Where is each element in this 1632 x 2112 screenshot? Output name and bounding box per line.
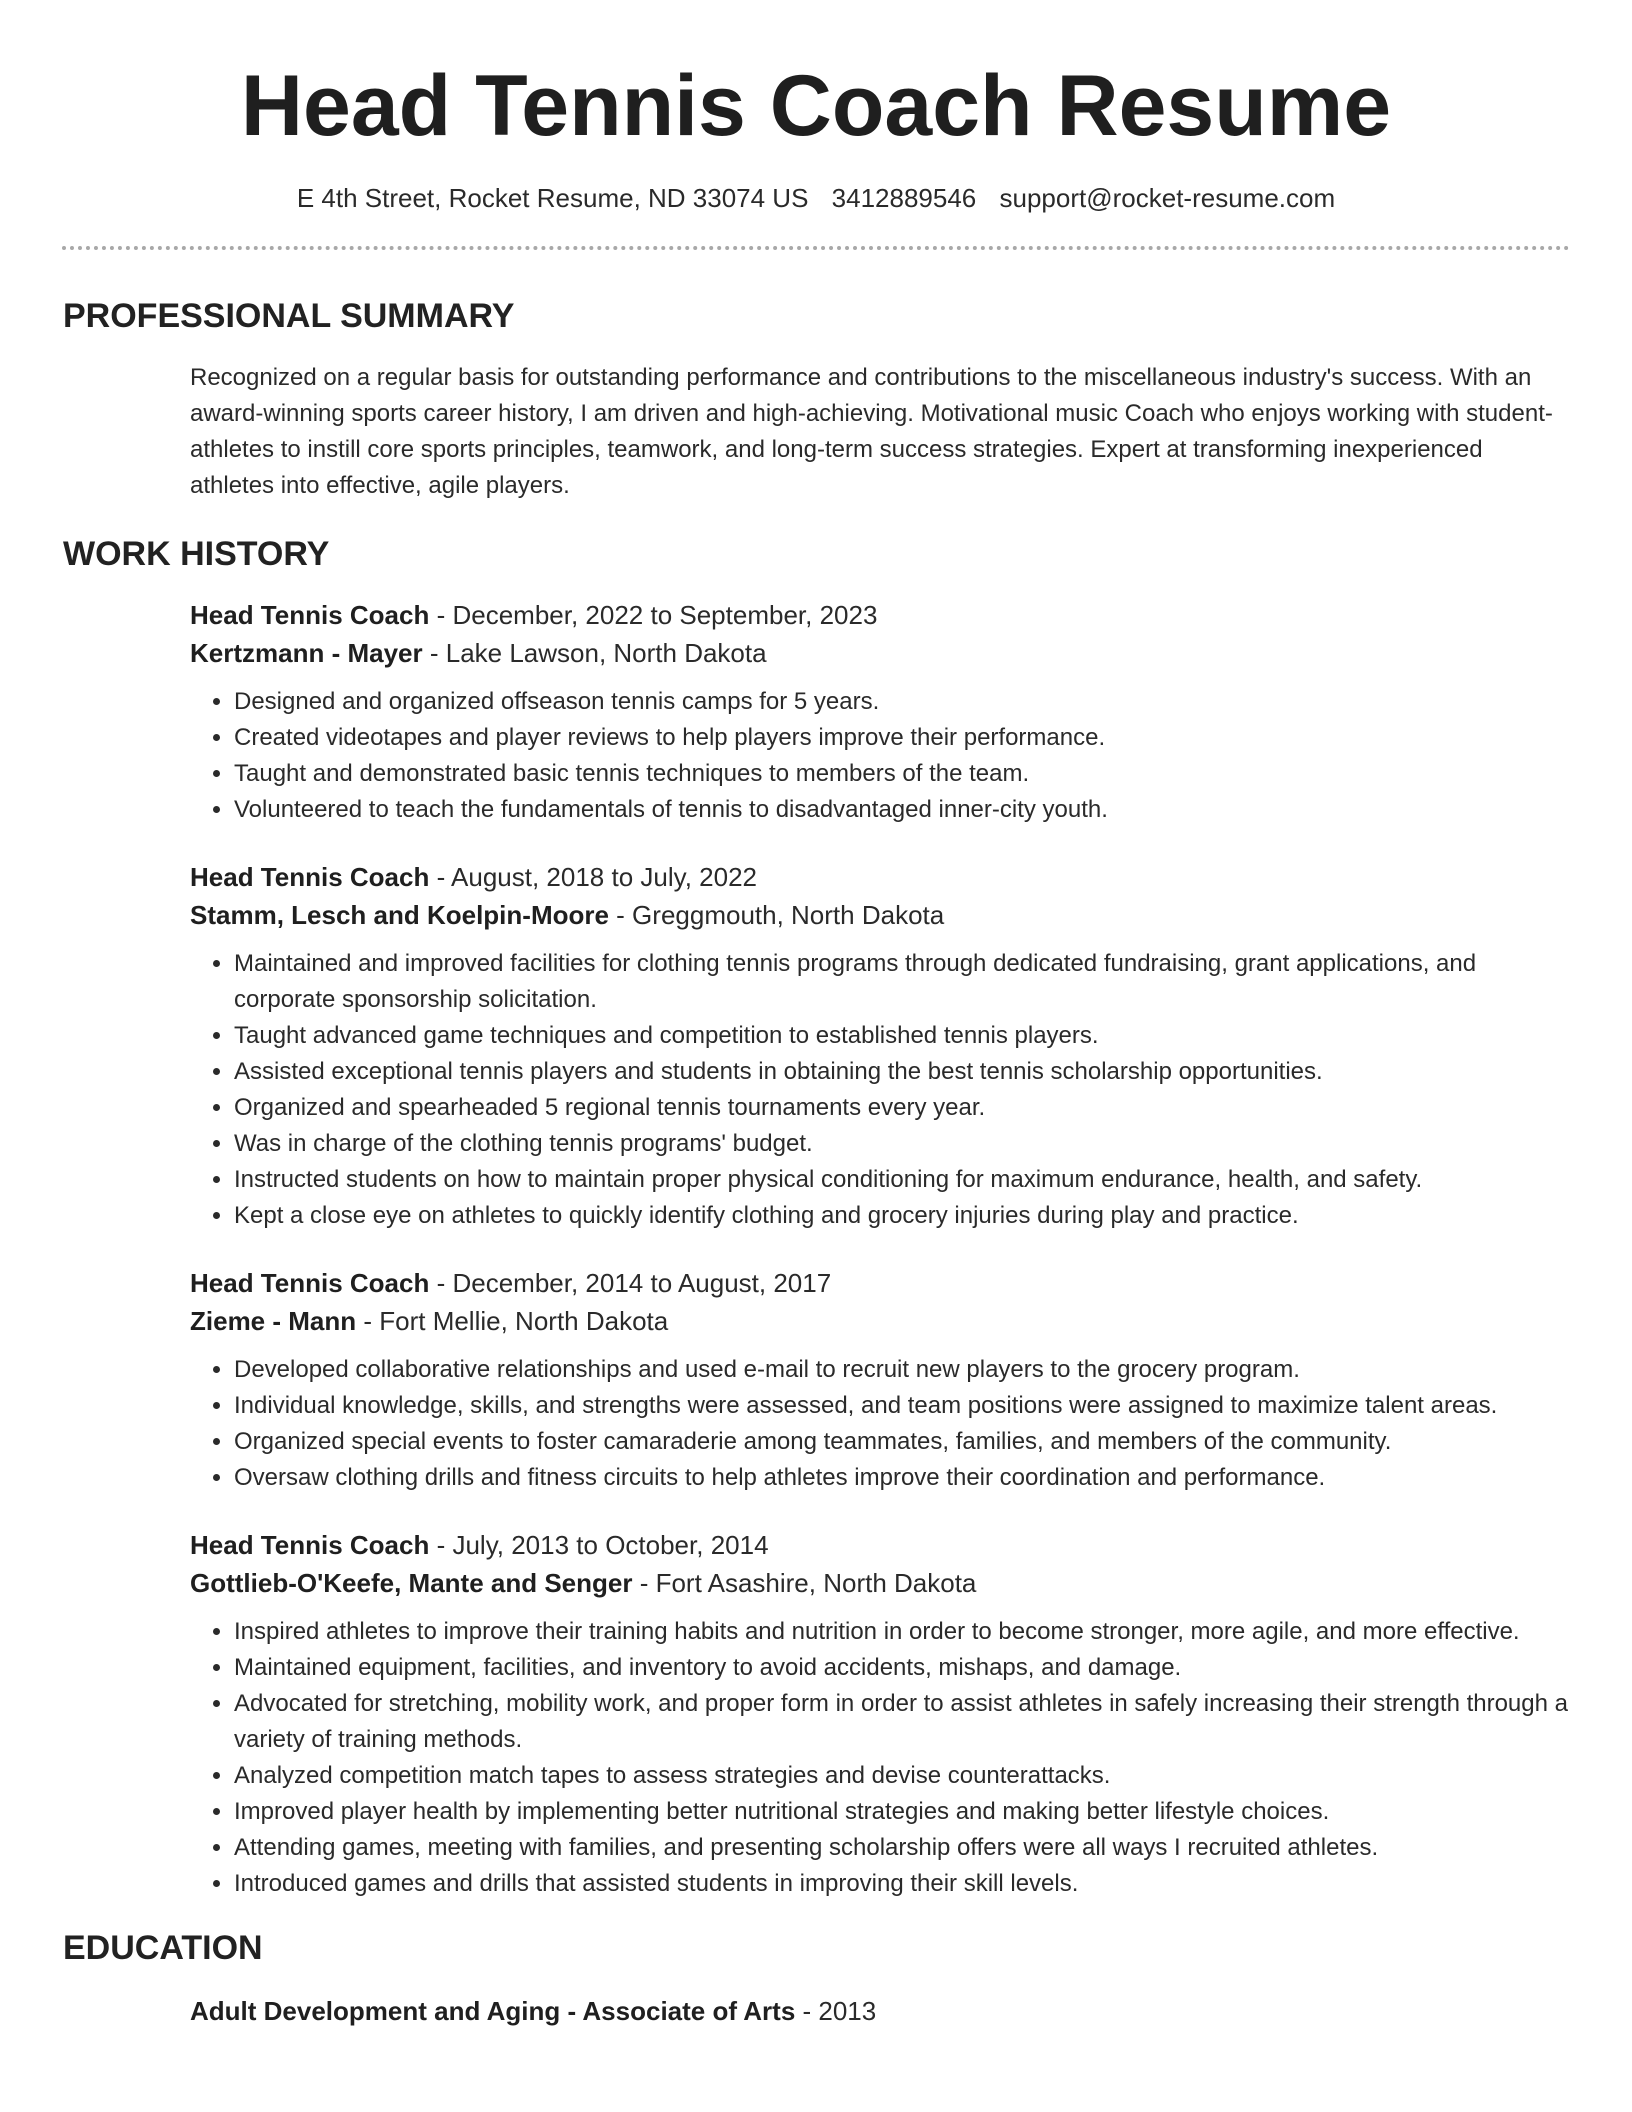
job-dates: - August, 2018 to July, 2022 [429,862,757,892]
contact-phone: 3412889546 [831,183,977,213]
job-bullet: • Individual knowledge, skills, and strengths were assessed, and team positions were assigned to maximize talent areas. [234,1388,1570,1424]
summary-section [63,294,1570,504]
contact-email: support@rocket-resume.com [999,183,1336,213]
job-bullet: • Taught advanced game techniques and competition to established tennis players. [234,1018,1570,1054]
job-company-line [190,1564,1570,1602]
job-title-line [190,858,1570,896]
job-bullet: • Attending games, meeting with families, and presenting scholarship offers were all ways I recruited athletes. [234,1830,1570,1866]
job-bullet: • Was in charge of the clothing tennis programs' budget. [234,1126,1570,1162]
job-entry [190,1264,1570,1496]
page-title: Head Tennis Coach Resume [240,58,1392,154]
job-bullets [234,684,1570,828]
job-company: Zieme - Mann [190,1306,357,1336]
work-section [63,532,1570,1902]
job-bullet: • Introduced games and drills that assisted students in improving their skill levels. [234,1866,1570,1902]
job-location: - Greggmouth, North Dakota [608,900,945,930]
work-body [190,596,1570,1902]
job-bullet: • Assisted exceptional tennis players and students in obtaining the best tennis scholarship opportunities. [234,1054,1570,1090]
job-location: - Lake Lawson, North Dakota [422,638,767,668]
job-title: Head Tennis Coach [190,862,430,892]
education-section [63,1926,1570,2030]
job-dates: - December, 2014 to August, 2017 [429,1268,832,1298]
job-bullets [234,1614,1570,1902]
job-bullet: • Instructed students on how to maintain proper physical conditioning for maximum endurance, health, and safety. [234,1162,1570,1198]
job-bullet: • Organized and spearheaded 5 regional tennis tournaments every year. [234,1090,1570,1126]
job-bullet: • Developed collaborative relationships and used e-mail to recruit new players to the grocery program. [234,1352,1570,1388]
summary-heading: PROFESSIONAL SUMMARY [63,297,515,335]
job-company-line [190,634,1570,672]
job-bullet: • Oversaw clothing drills and fitness circuits to help athletes improve their coordination and performance. [234,1460,1570,1496]
job-company-line [190,896,1570,934]
job-bullet: • Organized special events to foster camaraderie among teammates, families, and members of the community. [234,1424,1570,1460]
job-entry [190,1526,1570,1902]
job-company: Kertzmann - Mayer [190,638,423,668]
job-bullet: • Inspired athletes to improve their training habits and nutrition in order to become stronger, more agile, and more effective. [234,1614,1570,1650]
education-heading: EDUCATION [63,1929,263,1967]
job-dates: - December, 2022 to September, 2023 [429,600,878,630]
education-year: - 2013 [795,1996,877,2026]
header-divider [62,246,1570,250]
job-bullet: • Volunteered to teach the fundamentals of tennis to disadvantaged inner-city youth. [234,792,1570,828]
job-entry [190,596,1570,828]
job-company-line [190,1302,1570,1340]
job-bullet: • Advocated for stretching, mobility work, and proper form in order to assist athletes in safely increasing their strength through a variety of training methods. [234,1686,1570,1758]
job-bullets [234,946,1570,1234]
job-location: - Fort Mellie, North Dakota [356,1306,669,1336]
job-title-line [190,596,1570,634]
contact-line [0,178,1632,218]
job-bullet: • Designed and organized offseason tennis camps for 5 years. [234,684,1570,720]
job-bullet: • Maintained and improved facilities for clothing tennis programs through dedicated fundraising, grant applications, and corporate sponsorship solicitation. [234,946,1570,1018]
education-body [190,1992,1570,2030]
job-dates: - July, 2013 to October, 2014 [429,1530,769,1560]
job-bullet: • Maintained equipment, facilities, and inventory to avoid accidents, mishaps, and damage. [234,1650,1570,1686]
work-heading: WORK HISTORY [63,535,330,573]
job-bullet: • Taught and demonstrated basic tennis techniques to members of the team. [234,756,1570,792]
job-bullet: • Analyzed competition match tapes to assess strategies and devise counterattacks. [234,1758,1570,1794]
job-bullet: • Created videotapes and player reviews to help players improve their performance. [234,720,1570,756]
summary-body [190,360,1570,504]
job-location: - Fort Asashire, North Dakota [632,1568,977,1598]
job-entry [190,858,1570,1234]
job-title: Head Tennis Coach [190,600,430,630]
job-title: Head Tennis Coach [190,1530,430,1560]
job-company: Stamm, Lesch and Koelpin-Moore [190,900,609,930]
job-title-line [190,1526,1570,1564]
contact-address: E 4th Street, Rocket Resume, ND 33074 US [296,183,809,213]
education-degree: Adult Development and Aging - Associate of Arts [190,1996,796,2026]
job-company: Gottlieb-O'Keefe, Mante and Senger [190,1568,633,1598]
job-bullets [234,1352,1570,1496]
job-bullet: • Kept a close eye on athletes to quickly identify clothing and grocery injuries during play and practice. [234,1198,1570,1234]
summary-text: Recognized on a regular basis for outstanding performance and contributions to the miscellaneous industry's success. With an award-winning sports career history, I am driven and high-achieving. Motivational music Coach who enjoys working with student-athletes to instill core sports principles, teamwork, and long-term success strategies. Expert at transforming inexperienced athletes into effective, agile players. [190,364,1553,499]
job-title-line [190,1264,1570,1302]
job-title: Head Tennis Coach [190,1268,430,1298]
education-entry [190,1992,1570,2030]
job-bullet: • Improved player health by implementing better nutritional strategies and making better lifestyle choices. [234,1794,1570,1830]
